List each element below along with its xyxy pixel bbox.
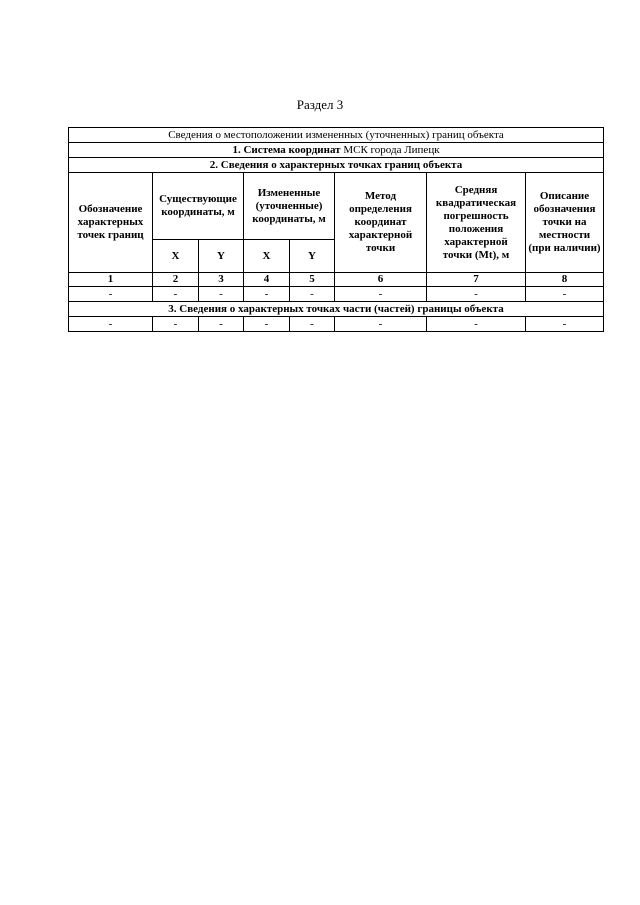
page-title: Раздел 3 bbox=[296, 97, 344, 112]
column-number: 4 bbox=[244, 273, 290, 287]
table-cell: - bbox=[244, 287, 290, 302]
column-number: 3 bbox=[199, 273, 244, 287]
column-number: 8 bbox=[526, 273, 604, 287]
column-number: 5 bbox=[290, 273, 335, 287]
table-cell: - bbox=[427, 317, 526, 332]
header-changed-x: X bbox=[244, 240, 290, 273]
table-cell: - bbox=[69, 287, 153, 302]
table-cell: - bbox=[199, 287, 244, 302]
header-existing-coordinates: Существующие координаты, м bbox=[153, 173, 244, 240]
coordinate-system-row bbox=[69, 143, 604, 158]
header-method: Метод определения координат характерной точки bbox=[335, 173, 427, 273]
table-cell: - bbox=[335, 317, 427, 332]
header-changed-y: Y bbox=[290, 240, 335, 273]
table-cell: - bbox=[427, 287, 526, 302]
table-cell: - bbox=[526, 287, 604, 302]
table-cell: - bbox=[290, 287, 335, 302]
section-3-heading: 3. Сведения о характерных точках части (частей) границы объекта bbox=[69, 302, 604, 317]
boundary-table bbox=[68, 127, 604, 332]
coordinate-system-value: МСК города Липецк bbox=[343, 143, 440, 156]
table-cell: - bbox=[335, 287, 427, 302]
column-number: 1 bbox=[69, 273, 153, 287]
table-cell: - bbox=[199, 317, 244, 332]
column-number-row bbox=[69, 273, 604, 287]
header-changed-coordinates: Измененные (уточненные) координаты, м bbox=[244, 173, 335, 240]
section-2-heading: 2. Сведения о характерных точках границ объекта bbox=[69, 158, 604, 173]
table-caption: Сведения о местоположении измененных (уточненных) границ объекта bbox=[69, 128, 604, 143]
header-mean-error: Средняя квадратическая погрешность положения характерной точки (Mt), м bbox=[427, 173, 526, 273]
table-cell: - bbox=[153, 317, 199, 332]
table-cell: - bbox=[526, 317, 604, 332]
table-row bbox=[69, 287, 604, 302]
header-point-designation: Обозначение характерных точек границ bbox=[69, 173, 153, 273]
header-existing-y: Y bbox=[199, 240, 244, 273]
table-cell: - bbox=[69, 317, 153, 332]
table-cell: - bbox=[153, 287, 199, 302]
table-cell: - bbox=[290, 317, 335, 332]
table-row bbox=[69, 317, 604, 332]
header-point-description: Описание обозначения точки на местности (при наличии) bbox=[526, 173, 604, 273]
coordinate-system-label: 1. Система координат bbox=[232, 143, 341, 156]
column-number: 6 bbox=[335, 273, 427, 287]
column-number: 2 bbox=[153, 273, 199, 287]
column-number: 7 bbox=[427, 273, 526, 287]
table-cell: - bbox=[244, 317, 290, 332]
header-existing-x: X bbox=[153, 240, 199, 273]
